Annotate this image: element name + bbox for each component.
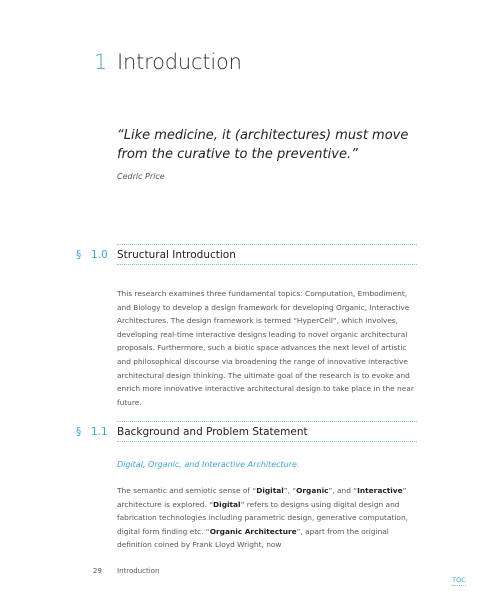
epigraph-quote: “Like medicine, it (architectures) must move from the curative to the preventive.” [117,128,409,162]
emphasis-digital: Digital [256,486,284,495]
section-rule-bottom [117,441,417,442]
section-rule-bottom [117,264,417,265]
toc-link[interactable]: TOC [452,576,466,584]
emphasis-interactive: Interactive [357,486,403,495]
emphasis-organic-architecture: Organic Architecture [209,526,297,536]
section-rule-top [117,421,417,422]
section-number: 1.0 [91,249,108,261]
epigraph-attribution: Cedric Price [117,172,165,181]
emphasis-digital: Digital [213,499,241,509]
body-paragraph: This research examines three fundamental topics: Computation, Embodiment, and Biology to develop a design framework for developing Organic, Interactive Architectures. The design framework is termed “HyperCell”, which involves, developing real-time interactive designs leading to novel organic architectural proposals. Furthermore, such a biotic space advances the next level of artistic and philosophical discourse via broadening the range of innovative interactive architectural design thinking. The ultimate goal of the research is to evoke and enrich more innovative interactive architectural design to take place in the near future. [117,289,414,407]
footer-running-title: Introduction [117,567,160,575]
subheading: Digital, Organic, and Interactive Architecture. [117,460,300,469]
chapter-title: Introduction [117,50,242,74]
chapter-number: 1 [94,50,108,74]
section-rule-top [117,244,417,245]
body-text-run: The semantic and semiotic sense of “ [117,486,257,495]
section-symbol: § [76,426,82,438]
body-text-run: ”, apart from the original definition coined by Frank Lloyd Wright, now [117,526,389,550]
body-text-run: ”, “ [283,486,297,495]
section-symbol: § [76,249,82,261]
body-text-run: ” architecture is explored. “ [117,486,407,509]
body-text-run: ”, and “ [328,486,358,495]
body-paragraph [117,484,417,552]
section-title: Structural Introduction [117,249,236,261]
section-number: 1.1 [91,426,108,438]
section-title: Background and Problem Statement [117,426,308,438]
emphasis-organic: Organic [296,486,329,495]
footer-page-number: 29 [93,567,102,575]
body-text-run: ” refers to designs using digital design and fabrication technologies including parametric design, generative computation, digital form finding etc. “ [117,499,408,536]
